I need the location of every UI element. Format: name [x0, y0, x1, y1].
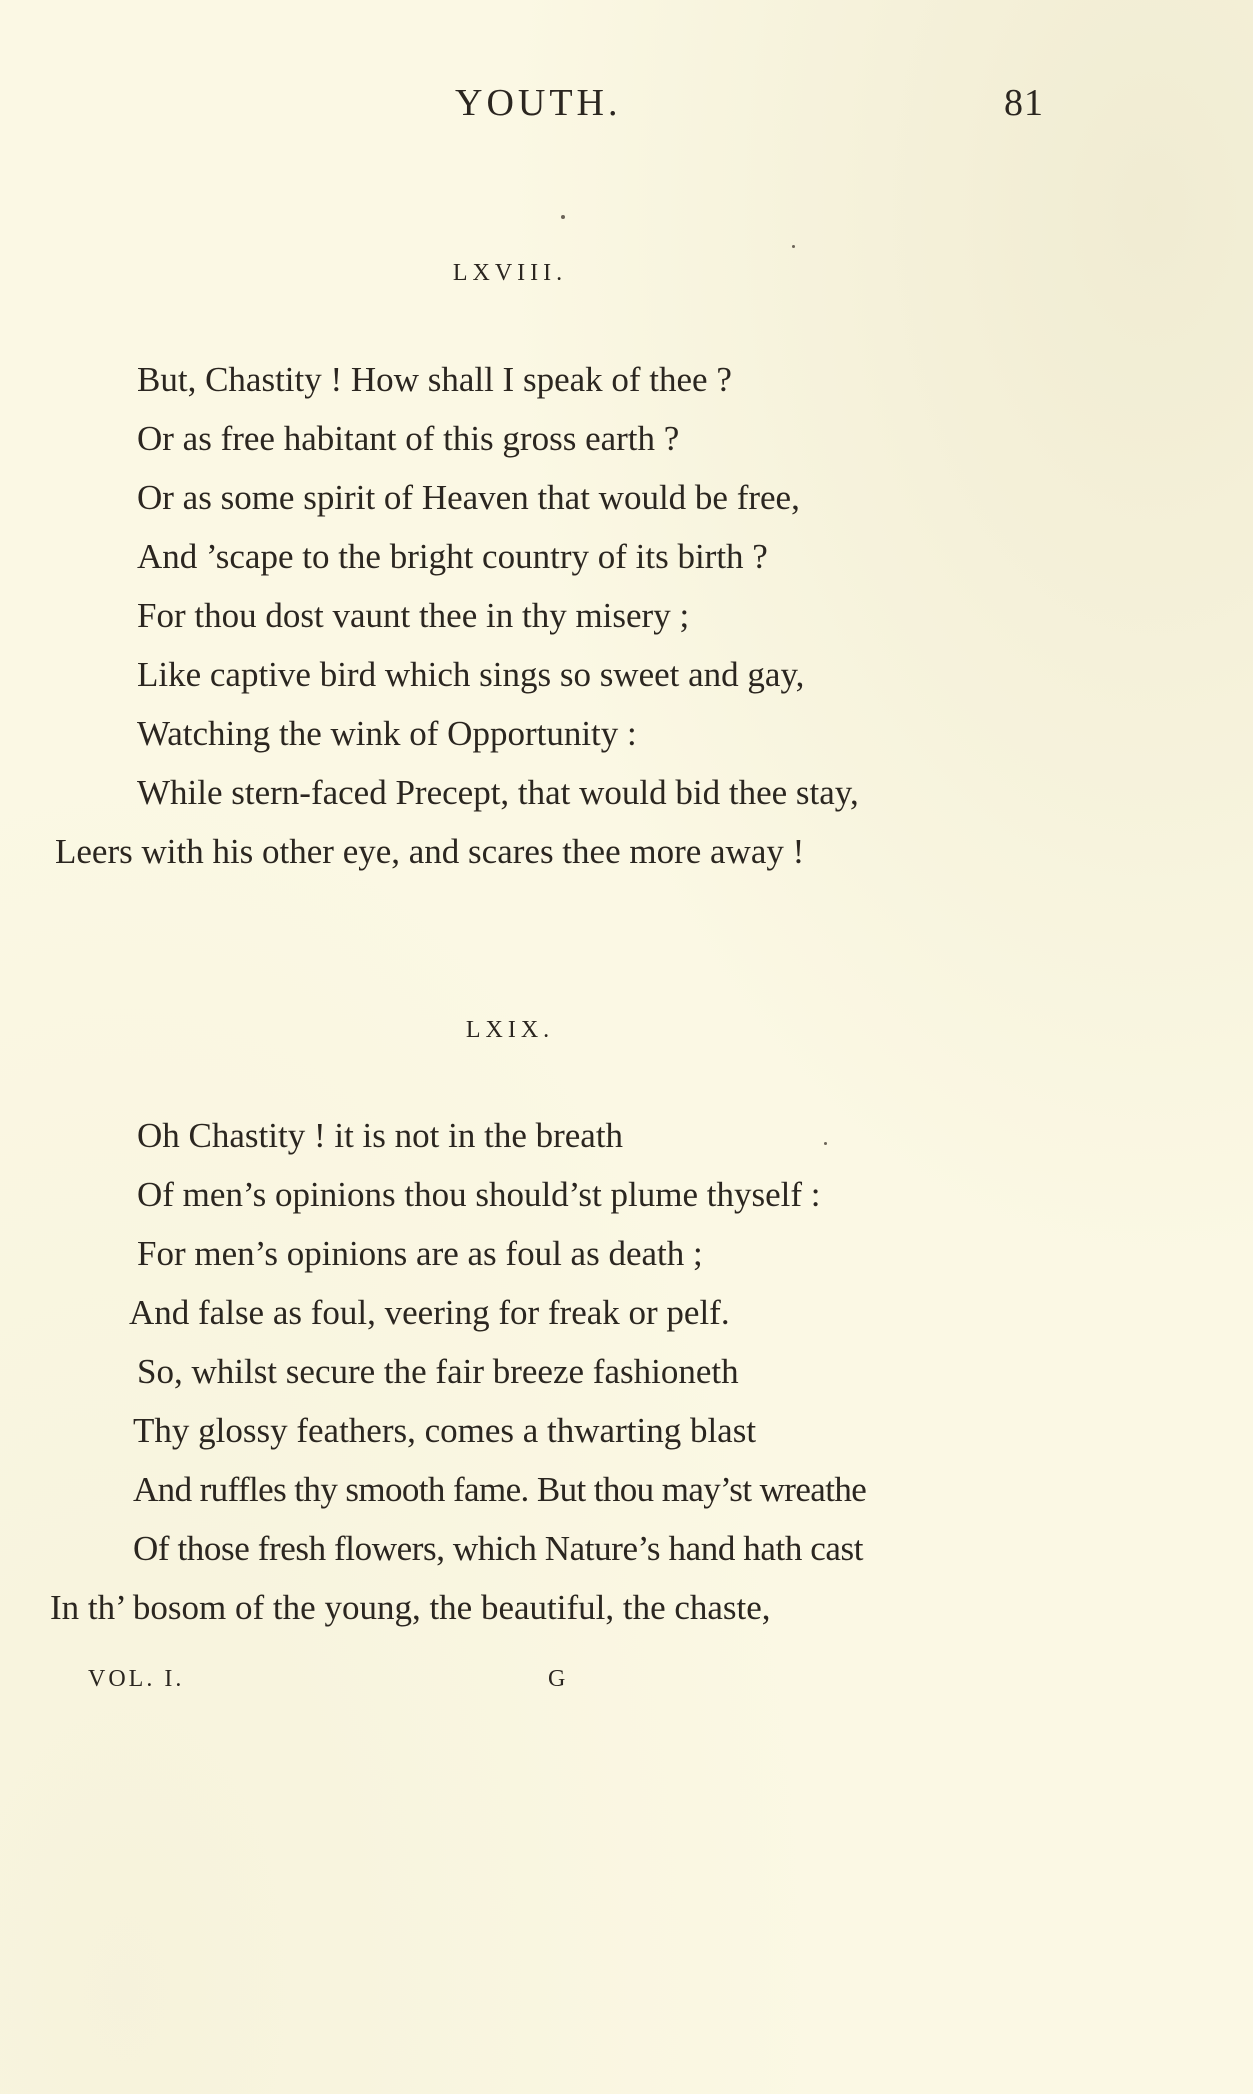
verse-line: In th’ bosom of the young, the beautiful, the chaste, [50, 1588, 771, 1627]
verse-line: While stern-faced Precept, that would bid thee stay, [137, 773, 859, 812]
verse-line: And false as foul, veering for freak or pelf. [129, 1293, 730, 1332]
verse-line: And ’scape to the bright country of its birth ? [137, 537, 768, 576]
print-speck [792, 245, 795, 248]
verse-line: Watching the wink of Opportunity : [137, 714, 637, 753]
verse-line: So, whilst secure the fair breeze fashioneth [137, 1352, 739, 1391]
stanza-numeral: LXIX. [465, 1017, 555, 1043]
verse-line: And ruffles thy smooth fame. But thou may’st wreathe [133, 1470, 867, 1509]
verse-line: But, Chastity ! How shall I speak of thee ? [137, 360, 732, 399]
running-head-title: YOUTH. [455, 82, 622, 124]
volume-marker: VOL. I. [88, 1666, 185, 1692]
page-number: 81 [1004, 82, 1044, 124]
print-speck [561, 215, 565, 219]
verse-line: Of those fresh flowers, which Nature’s hand hath cast [133, 1529, 864, 1568]
verse-line: For thou dost vaunt thee in thy misery ; [137, 596, 690, 635]
signature-mark: G [548, 1666, 569, 1692]
verse-line: Thy glossy feathers, comes a thwarting blast [133, 1411, 757, 1450]
verse-line: For men’s opinions are as foul as death ; [137, 1234, 703, 1273]
verse-line: Like captive bird which sings so sweet and gay, [137, 655, 805, 694]
verse-line: Or as some spirit of Heaven that would be free, [137, 478, 800, 517]
verse-line: Or as free habitant of this gross earth ? [137, 419, 680, 458]
verse-line: Of men’s opinions thou should’st plume thyself : [137, 1175, 821, 1214]
print-speck [824, 1142, 827, 1145]
verse-line: Oh Chastity ! it is not in the breath [137, 1116, 624, 1155]
verse-line: Leers with his other eye, and scares thee more away ! [55, 832, 805, 871]
stanza-numeral: LXVIII. [452, 260, 568, 286]
